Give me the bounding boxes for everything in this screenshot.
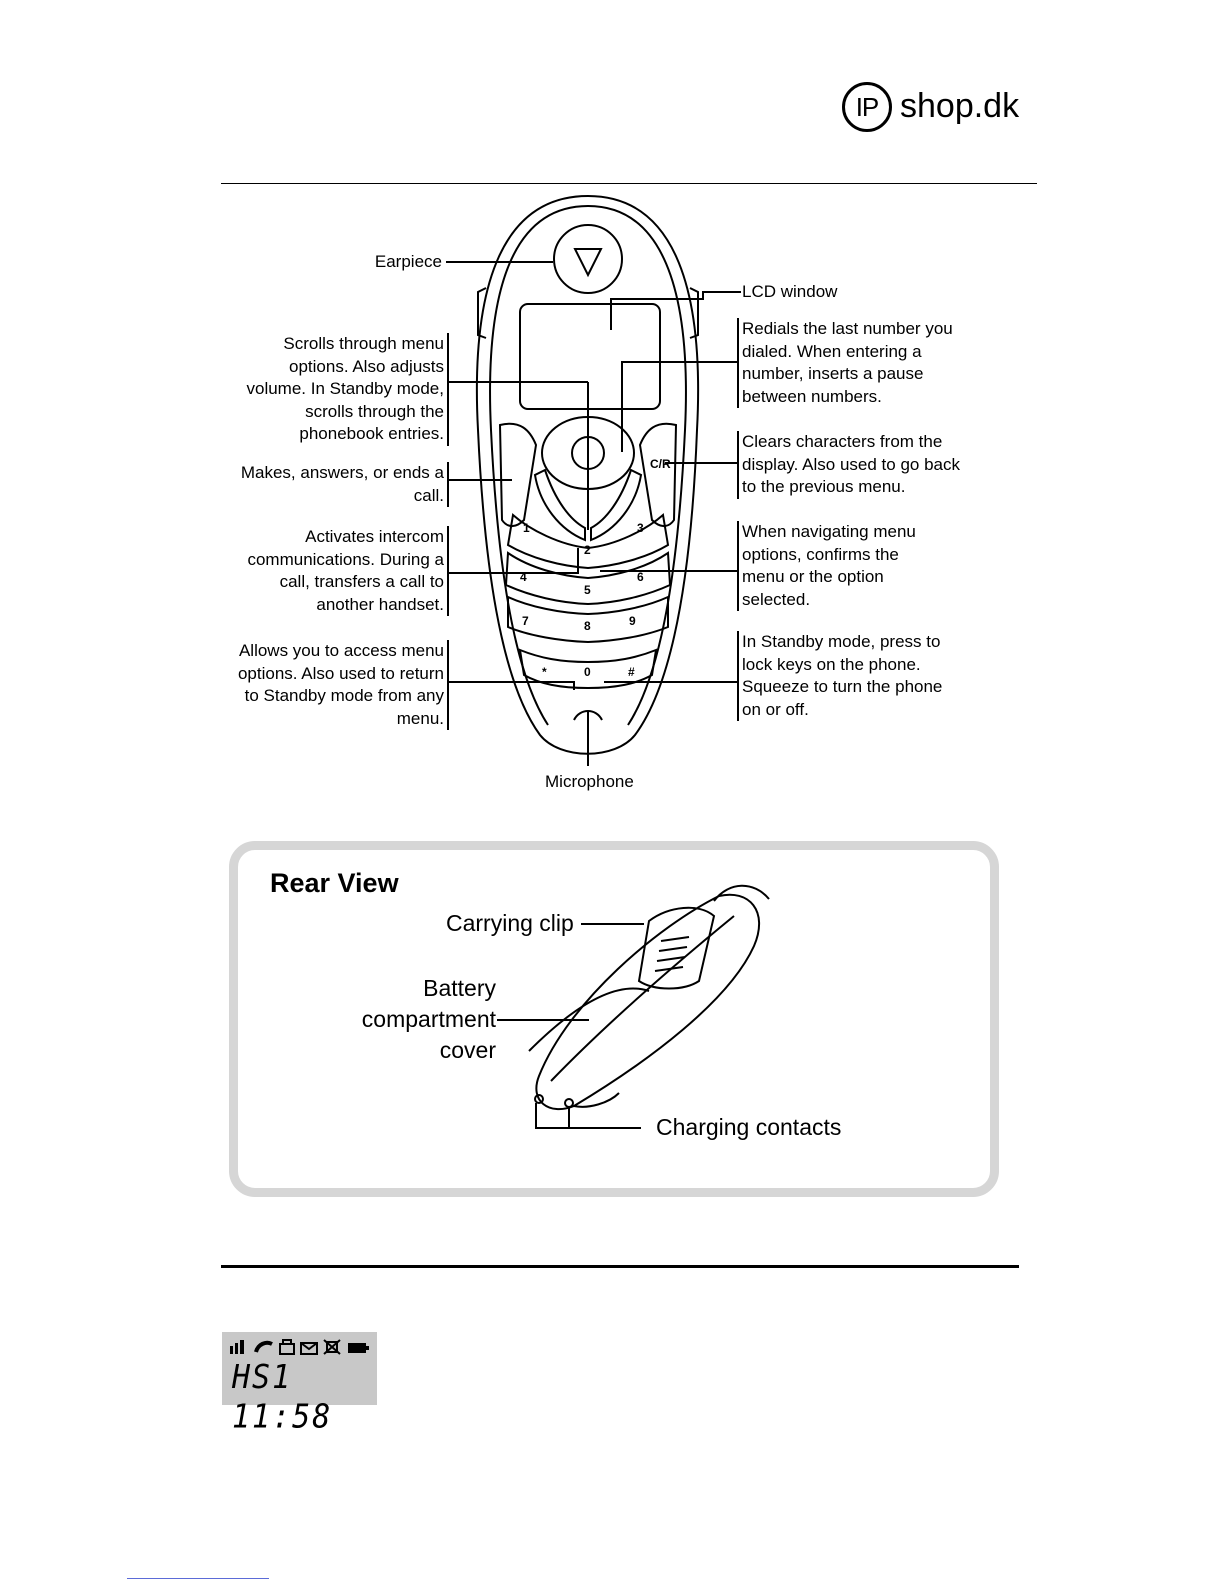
svg-text:9: 9	[629, 614, 636, 628]
svg-text:C/R: C/R	[650, 457, 671, 471]
svg-text:8: 8	[584, 619, 591, 633]
svg-text:5: 5	[584, 583, 591, 597]
ok-key-label: When navigating menu options, confirms the menu or the option selected.	[737, 521, 942, 611]
ringer-off-icon	[324, 1340, 340, 1354]
svg-text:#: #	[628, 665, 635, 679]
footer-link-underline	[127, 1578, 269, 1579]
talk-key-label: Makes, answers, or ends a call.	[235, 462, 449, 507]
microphone-label: Microphone	[545, 772, 634, 791]
rear-view-title: Rear View	[270, 868, 399, 898]
charging-contacts-label: Charging contacts	[656, 1114, 842, 1140]
svg-text:3: 3	[637, 521, 644, 535]
logo-ip-mark: IP	[842, 82, 892, 132]
menu-key-label: Allows you to access menu options. Also used to return to Standby mode from any menu.	[225, 640, 449, 730]
envelope-icon	[301, 1343, 317, 1354]
svg-text:7: 7	[522, 614, 529, 628]
svg-text:1: 1	[523, 521, 530, 535]
redial-key-label: Redials the last number you dialed. When entering a number, inserts a pause between numbers.	[737, 318, 957, 408]
handset-rear-diagram	[229, 841, 999, 1197]
svg-text:0: 0	[584, 665, 591, 679]
lock-icon	[280, 1340, 294, 1354]
svg-text:6: 6	[637, 570, 644, 584]
lcd-display-text: HS1 11:58	[232, 1358, 333, 1437]
svg-text:4: 4	[520, 570, 527, 584]
scroll-key-label: Scrolls through menu options. Also adjusts volume. In Standby mode, scrolls through the phonebook entries.	[235, 333, 449, 446]
svg-text:*: *	[542, 665, 547, 679]
logo-text: shop.dk	[900, 87, 1020, 125]
carrying-clip-label: Carrying clip	[446, 910, 574, 936]
lcd-window-label: LCD window	[742, 282, 838, 301]
section-divider	[221, 1265, 1019, 1268]
phone-icon	[256, 1343, 272, 1352]
svg-text:2: 2	[584, 543, 591, 557]
intercom-key-label: Activates intercom communications. During a call, transfers a call to another handset.	[235, 526, 449, 616]
lcd-display-example	[222, 1332, 377, 1437]
clear-key-label: Clears characters from the display. Also used to go back to the previous menu.	[737, 431, 960, 499]
battery-cover-label: Battery compartment cover	[361, 975, 496, 1063]
battery-icon	[348, 1343, 369, 1353]
signal-icon	[230, 1340, 244, 1354]
earpiece-label-text: Earpiece	[374, 252, 442, 271]
lock-key-label: In Standby mode, press to lock keys on the phone. Squeeze to turn the phone on or off.	[737, 631, 957, 721]
